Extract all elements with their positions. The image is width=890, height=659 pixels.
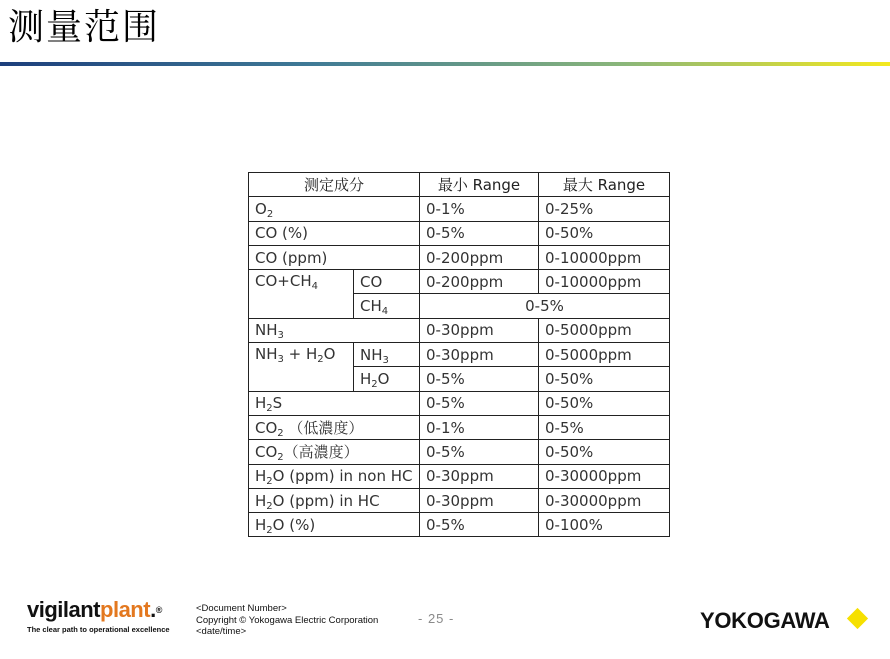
max-range: 0-10000ppm — [539, 270, 670, 294]
component-name: $H_2S$ — [249, 391, 420, 415]
component-name: $H_2O$ (ppm) in non HC — [249, 464, 420, 488]
max-range: 0-30000ppm — [539, 464, 670, 488]
max-range: 0-5% — [539, 415, 670, 439]
table-header-row — [249, 173, 670, 197]
diamond-logo-icon — [847, 608, 868, 629]
max-range: 0-50% — [539, 367, 670, 391]
table-row — [249, 245, 670, 269]
title-divider — [0, 62, 890, 66]
min-range: 0-30ppm — [420, 464, 539, 488]
component-name: $H_2O$ (ppm) in HC — [249, 488, 420, 512]
component-name: $H_2O$ (%) — [249, 513, 420, 537]
table-row — [249, 513, 670, 537]
table-row — [249, 318, 670, 342]
component-group: $NH_3 + H_2O$ — [249, 343, 354, 392]
table-row — [249, 221, 670, 245]
sub-component: $H_2O$ — [354, 367, 420, 391]
max-range: 0-100% — [539, 513, 670, 537]
sub-component: $NH_3$ — [354, 343, 420, 367]
component-name: $NH_3$ — [249, 318, 420, 342]
sub-component: CO — [354, 270, 420, 294]
min-range: 0-5% — [420, 513, 539, 537]
component-group: $CO+CH_4$ — [249, 270, 354, 319]
min-range: 0-1% — [420, 197, 539, 221]
sub-component: $CH_4$ — [354, 294, 420, 318]
component-name: CO (ppm) — [249, 245, 420, 269]
date-time: <date/time> — [196, 626, 247, 637]
component-name: $O_2$ — [249, 197, 420, 221]
table-row — [249, 197, 670, 221]
max-range: 0-5000ppm — [539, 318, 670, 342]
min-range: 0-200ppm — [420, 270, 539, 294]
min-range: 0-1% — [420, 415, 539, 439]
table-row — [249, 464, 670, 488]
min-range: 0-5% — [420, 440, 539, 464]
min-range: 0-5% — [420, 221, 539, 245]
min-range: 0-5% — [420, 367, 539, 391]
min-range: 0-30ppm — [420, 318, 539, 342]
max-range: 0-30000ppm — [539, 488, 670, 512]
logo-tagline: The clear path to operational excellence — [27, 625, 170, 634]
copyright-notice: Copyright © Yokogawa Electric Corporation — [196, 614, 379, 626]
table-row — [249, 270, 670, 294]
max-range: 0-50% — [539, 391, 670, 415]
logo-wordmark: vigilantplant.® — [27, 597, 162, 622]
header-min-range: 最小 Range — [420, 173, 539, 197]
component-name: $CO_2$（高濃度） — [249, 440, 420, 464]
component-name: $CO_2$ （低濃度） — [249, 415, 420, 439]
max-range: 0-10000ppm — [539, 245, 670, 269]
max-range: 0-5000ppm — [539, 343, 670, 367]
max-range: 0-50% — [539, 221, 670, 245]
header-component: 测定成分 — [249, 173, 420, 197]
min-range: 0-30ppm — [420, 488, 539, 512]
table-row — [249, 488, 670, 512]
max-range: 0-25% — [539, 197, 670, 221]
header-max-range: 最大 Range — [539, 173, 670, 197]
table-row — [249, 391, 670, 415]
table-row — [249, 440, 670, 464]
component-name: CO (%) — [249, 221, 420, 245]
min-range: 0-200ppm — [420, 245, 539, 269]
vigilantplant-logo — [27, 598, 170, 634]
document-info — [196, 603, 378, 638]
page-title: 测量范围 — [8, 7, 161, 48]
table-row — [249, 343, 670, 367]
page-number: - 25 - — [418, 611, 455, 626]
merged-range: 0-5% — [420, 294, 670, 318]
table-row — [249, 415, 670, 439]
measurement-range-table — [248, 172, 670, 537]
yokogawa-logo: YOKOGAWA — [700, 608, 830, 633]
document-number: <Document Number> — [196, 603, 287, 614]
max-range: 0-50% — [539, 440, 670, 464]
min-range: 0-30ppm — [420, 343, 539, 367]
min-range: 0-5% — [420, 391, 539, 415]
